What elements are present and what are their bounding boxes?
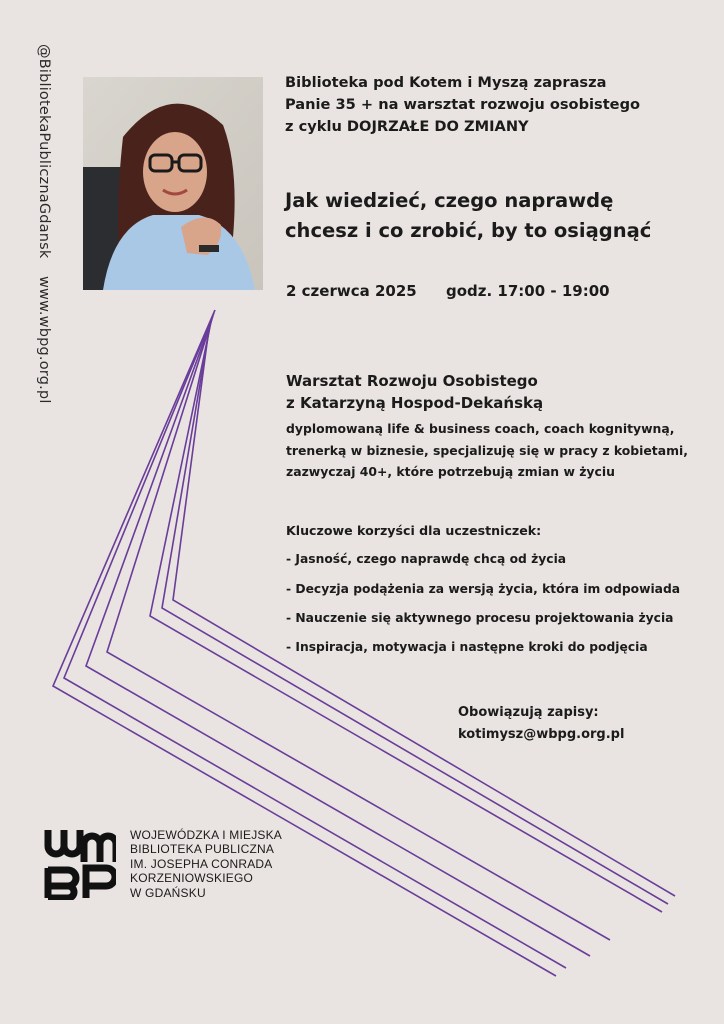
- institution-line: W GDAŃSKU: [130, 885, 206, 900]
- headline: [285, 186, 651, 246]
- institution-name: [130, 828, 282, 900]
- institution-line: IM. JOSEPHA CONRADA: [130, 856, 273, 871]
- intro-line-3: [285, 116, 640, 138]
- signup-label: Obowiązują zapisy:: [458, 705, 599, 720]
- institution-line: KORZENIOWSKIEGO: [130, 871, 254, 886]
- speaker-description: [286, 418, 688, 483]
- institution-line: WOJEWÓDZKA I MIEJSKA: [130, 828, 283, 842]
- headline-line-1: Jak wiedzieć, czego naprawdę: [285, 189, 614, 212]
- social-handle: @BibliotekaPublicznaGdansk: [36, 44, 52, 259]
- workshop-title-line-1: Warsztat Rozwoju Osobistego: [286, 372, 538, 390]
- intro-line-1: Biblioteka pod Kotem i Myszą zaprasza: [285, 74, 607, 91]
- intro-series-prefix: z cyklu: [285, 118, 347, 135]
- intro-text: [285, 72, 640, 138]
- benefit-item: - Nauczenie się aktywnego procesu projektowania życia: [286, 611, 674, 625]
- event-date: 2 czerwca 2025: [286, 282, 417, 300]
- speaker-desc-line-2: trenerką w biznesie, specjalizuję się w pracy z kobietami,: [286, 442, 688, 458]
- institution-line: BIBLIOTEKA PUBLICZNA: [130, 842, 275, 857]
- series-name: DOJRZAŁE DO ZMIANY: [346, 118, 529, 135]
- event-time: godz. 17:00 - 19:00: [446, 282, 610, 300]
- website-link[interactable]: www.wbpg.org.pl: [36, 276, 52, 404]
- benefits-heading: Kluczowe korzyści dla uczestniczek:: [286, 523, 542, 538]
- wmbp-logo-icon: [44, 828, 116, 900]
- intro-line-2: Panie 35 + na warsztat rozwoju osobistego: [285, 96, 641, 113]
- library-logo: [44, 828, 116, 904]
- signup-email[interactable]: kotimysz@wbpg.org.pl: [458, 727, 625, 742]
- signup-info: [458, 702, 624, 746]
- workshop-title: [286, 370, 543, 414]
- headline-line-2: chcesz i co zrobić, by to osiągnąć: [285, 219, 652, 242]
- speaker-desc-line-3: zazwyczaj 40+, które potrzebują zmian w życiu: [286, 464, 615, 479]
- benefit-item: - Inspiracja, motywacja i następne kroki do podjęcia: [286, 640, 648, 654]
- benefit-item: - Decyzja podążenia za wersją życia, która im odpowiada: [286, 582, 681, 596]
- speaker-desc-line-1: dyplomowaną life & business coach, coach kognitywną,: [286, 421, 675, 436]
- benefit-item: - Jasność, czego naprawdę chcą od życia: [286, 552, 567, 566]
- workshop-title-line-2: z Katarzyną Hospod-Dekańską: [286, 394, 544, 412]
